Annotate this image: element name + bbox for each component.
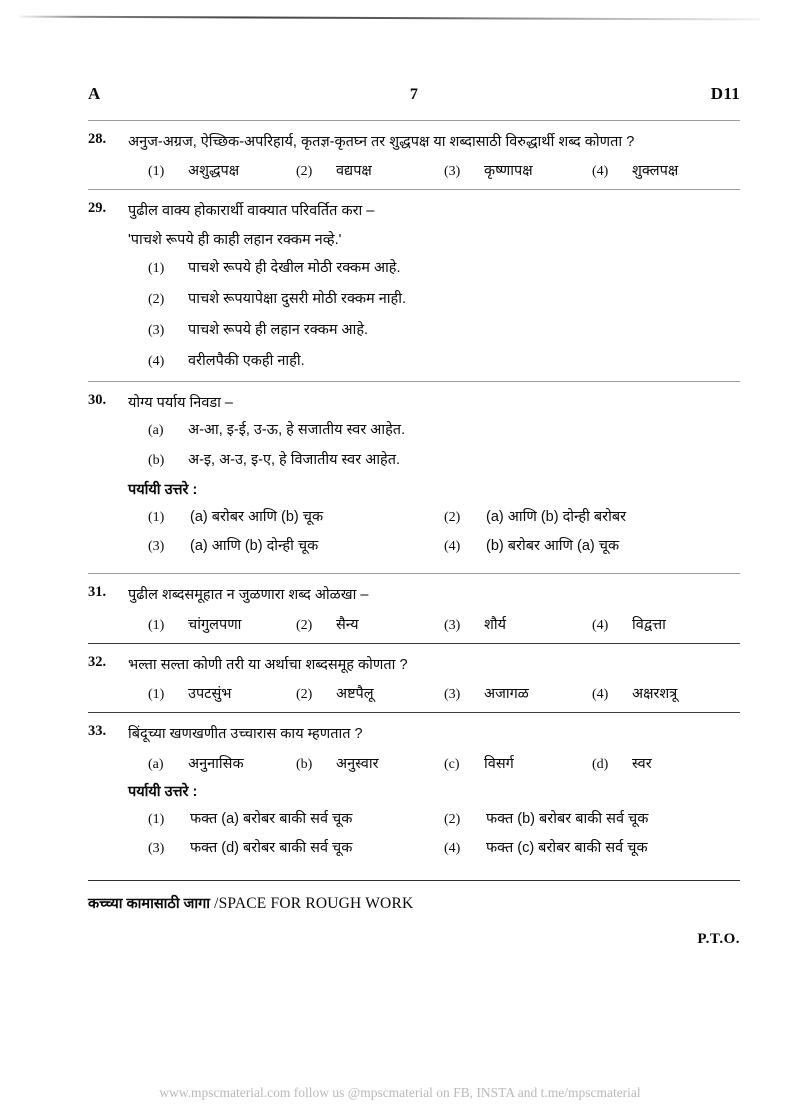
- option-label: फक्त (a) बरोबर बाकी सर्व चूक: [190, 810, 353, 827]
- option-tag: (3): [444, 164, 461, 180]
- option-label: (a) आणि (b) दोन्ही बरोबर: [486, 509, 627, 526]
- option-list: [148, 808, 740, 866]
- option-label: अशुद्धपक्ष: [188, 163, 240, 180]
- statement-label: अनुस्वार: [336, 755, 379, 772]
- option-3[interactable]: [148, 320, 740, 342]
- option-tag: (2): [296, 687, 313, 703]
- option-label: पाचशे रूपये ही देखील मोठी रक्कम आहे.: [188, 260, 401, 277]
- answers-label: पर्यायी उत्तरे :: [128, 482, 198, 499]
- statement-label: स्वर: [632, 755, 652, 772]
- paper-code: D11: [710, 84, 740, 103]
- statement-a: [148, 753, 296, 773]
- rough-work-english: /SPACE FOR ROUGH WORK: [214, 894, 414, 912]
- statement-tag: (a): [148, 756, 164, 772]
- question-stem: बिंदूच्या खणखणीत उच्चारास काय म्हणतात ?: [128, 726, 363, 743]
- option-1[interactable]: [148, 808, 444, 828]
- option-label: फक्त (d) बरोबर बाकी सर्व चूक: [190, 839, 353, 856]
- option-tag: (4): [592, 617, 609, 633]
- statement-b: [148, 450, 740, 472]
- page-number: 7: [409, 86, 419, 103]
- option-list: [148, 614, 740, 634]
- option-tag: (3): [148, 322, 165, 338]
- statement-c: [444, 753, 592, 773]
- option-4[interactable]: [592, 160, 740, 180]
- option-tag: (1): [148, 687, 165, 703]
- option-list: [148, 683, 740, 703]
- statement-label: अ-आ, इ-ई, उ-ऊ, हे सजातीय स्वर आहेत.: [188, 421, 406, 438]
- scan-edge-artifact: [20, 16, 760, 21]
- separator-header: [88, 120, 740, 121]
- option-label: सैन्य: [336, 616, 359, 633]
- page-header: [88, 84, 740, 104]
- question-number: 31.: [88, 584, 107, 601]
- option-label: वद्यपक्ष: [336, 163, 372, 180]
- statement-a: [148, 420, 740, 442]
- option-tag: (1): [148, 261, 165, 277]
- option-tag: (4): [148, 353, 165, 369]
- option-label: विद्वत्ता: [632, 616, 666, 633]
- statement-b: [296, 753, 444, 773]
- separator-31-32: [88, 643, 740, 644]
- option-tag: (3): [148, 539, 165, 555]
- separator-28-29: [88, 189, 740, 190]
- statement-tag: (d): [592, 756, 609, 772]
- separator-30-31: [88, 573, 740, 574]
- option-tag: (1): [148, 164, 165, 180]
- option-list: [148, 258, 740, 372]
- question-number: 30.: [88, 392, 107, 409]
- watermark: www.mpscmaterial.com follow us @mpscmaterial on FB, INSTA and t.me/mpscmaterial: [159, 1085, 641, 1100]
- statement-tag: (b): [148, 452, 165, 468]
- rough-work-marathi: कच्च्या कामासाठी जागा: [88, 895, 215, 912]
- question-number: 32.: [88, 653, 107, 670]
- statement-row: [148, 753, 740, 773]
- option-label: शौर्य: [484, 616, 507, 633]
- option-label: अजागळ: [484, 686, 529, 703]
- statement-tag: (b): [296, 756, 313, 772]
- question-30: [88, 392, 740, 564]
- option-1[interactable]: [148, 614, 296, 634]
- question-32: [88, 654, 740, 703]
- option-tag: (3): [148, 840, 165, 856]
- option-list: [148, 506, 740, 564]
- option-label: अष्टपैलू: [336, 686, 374, 703]
- question-number: 28.: [88, 131, 107, 147]
- option-1[interactable]: [148, 160, 296, 180]
- option-label: उपटसुंभ: [188, 686, 232, 703]
- option-label: फक्त (b) बरोबर बाकी सर्व चूक: [486, 810, 649, 827]
- question-29: [88, 200, 740, 372]
- question-31: [88, 584, 740, 633]
- option-2[interactable]: [444, 808, 740, 828]
- option-3[interactable]: [444, 160, 592, 180]
- option-4[interactable]: [444, 837, 740, 857]
- option-2[interactable]: [148, 289, 740, 311]
- option-1[interactable]: [148, 506, 444, 526]
- statement-label: अनुनासिक: [188, 755, 244, 772]
- page-content: [88, 84, 740, 948]
- question-stem: योग्य पर्याय निवडा –: [128, 395, 233, 412]
- option-tag: (1): [148, 811, 165, 827]
- option-3[interactable]: [148, 837, 444, 857]
- option-label: फक्त (c) बरोबर बाकी सर्व चूक: [486, 839, 648, 856]
- question-33: [88, 723, 740, 865]
- option-label: चांगुलपणा: [188, 616, 242, 633]
- separator-29-30: [88, 381, 740, 382]
- rough-work-note: [88, 893, 740, 913]
- option-tag: (3): [444, 617, 461, 633]
- option-label: कृष्णापक्ष: [484, 163, 533, 180]
- option-2[interactable]: [296, 683, 444, 703]
- option-tag: (3): [444, 687, 461, 703]
- statement-tag: (a): [148, 422, 164, 438]
- option-3[interactable]: [148, 535, 444, 555]
- option-3[interactable]: [444, 614, 592, 634]
- option-tag: (4): [444, 539, 461, 555]
- pto-label: P.T.O.: [697, 930, 740, 947]
- option-tag: (1): [148, 617, 165, 633]
- option-label: (a) आणि (b) दोन्ही चूक: [190, 538, 319, 555]
- option-1[interactable]: [148, 258, 740, 280]
- statement-tag: (c): [444, 756, 460, 772]
- question-stem: पुढील वाक्य होकारार्थी वाक्यात परिवर्तित करा –: [128, 203, 375, 220]
- option-label: पाचशे रूपयापेक्षा दुसरी मोठी रक्कम नाही.: [188, 291, 406, 308]
- option-tag: (1): [148, 510, 165, 526]
- option-tag: (2): [296, 617, 313, 633]
- question-stem: अनुज-अग्रज, ऐच्छिक-अपरिहार्य, कृतज्ञ-कृतघ्न तर शुद्धपक्ष या शब्दासाठी विरुद्धार्थी शब्द कोणता ?: [128, 134, 635, 150]
- option-label: (b) बरोबर आणि (a) चूक: [486, 538, 620, 555]
- option-2[interactable]: [296, 614, 444, 634]
- answers-label: पर्यायी उत्तरे :: [128, 783, 198, 800]
- option-tag: (2): [444, 811, 461, 827]
- statement-label: अ-इ, अ-उ, इ-ए, हे विजातीय स्वर आहेत.: [188, 451, 401, 468]
- question-number: 33.: [88, 723, 107, 740]
- separator-32-33: [88, 712, 740, 713]
- option-label: शुक्लपक्ष: [632, 163, 679, 180]
- question-stem: पुढील शब्दसमूहात न जुळणारा शब्द ओळखा –: [128, 587, 369, 604]
- option-tag: (4): [444, 840, 461, 856]
- option-2[interactable]: [444, 506, 740, 526]
- question-number: 29.: [88, 200, 107, 217]
- option-label: वरीलपैकी एकही नाही.: [188, 352, 305, 369]
- option-tag: (2): [148, 292, 165, 308]
- option-label: (a) बरोबर आणि (b) चूक: [190, 509, 324, 526]
- option-4[interactable]: [148, 351, 740, 373]
- statement-label: विसर्ग: [484, 755, 514, 772]
- option-label: अक्षरशत्रू: [632, 686, 678, 703]
- option-tag: (2): [444, 510, 461, 526]
- option-4[interactable]: [592, 614, 740, 634]
- option-list: [148, 160, 740, 180]
- option-tag: (4): [592, 687, 609, 703]
- question-28: [88, 131, 740, 180]
- statement-d: [592, 753, 740, 773]
- option-4[interactable]: [444, 535, 740, 555]
- option-1[interactable]: [148, 683, 296, 703]
- option-label: पाचशे रूपये ही लहान रक्कम आहे.: [188, 321, 369, 338]
- statement-list: [128, 420, 740, 472]
- question-quote: 'पाचशे रूपये ही काही लहान रक्कम नव्हे.': [128, 231, 342, 248]
- separator-footer: [88, 880, 740, 881]
- option-3[interactable]: [444, 683, 592, 703]
- option-tag: (2): [296, 164, 313, 180]
- booklet-series: A: [88, 84, 101, 103]
- option-2[interactable]: [296, 160, 444, 180]
- option-tag: (4): [592, 164, 609, 180]
- option-4[interactable]: [592, 683, 740, 703]
- question-stem: भल्ता सल्ता कोणी तरी या अर्थाचा शब्दसमूह कोणता ?: [128, 656, 408, 673]
